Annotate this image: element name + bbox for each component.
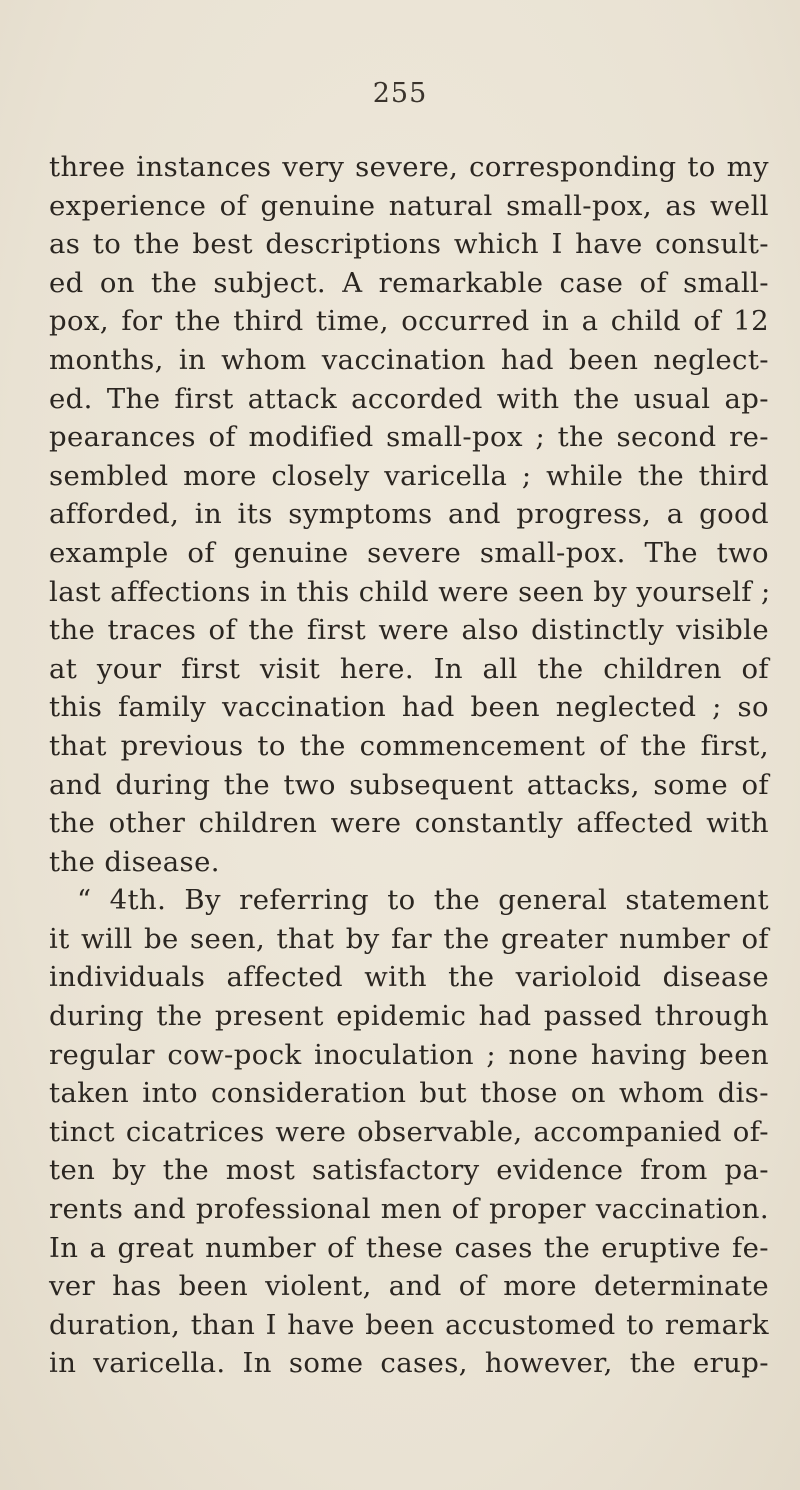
text-line: it will be seen, that by far the greater number of (49, 922, 769, 955)
text-line: ten by the most satisfactory evidence from pa- (49, 1154, 769, 1187)
text-line: the disease. (49, 845, 220, 878)
text-line: experience of genuine natural small-pox, as well (49, 189, 769, 222)
text-line: at your first visit here. In all the children of (49, 652, 769, 685)
text-line: in varicella. In some cases, however, the erup- (49, 1347, 769, 1380)
text-line: afforded, in its symptoms and progress, a good (49, 498, 769, 531)
text-line: three instances very severe, corresponding to my (49, 151, 769, 183)
page-number: 255 (372, 78, 428, 109)
text-line: months, in whom vaccination had been neglect- (49, 343, 769, 376)
text-line: the other children were constantly affected with (49, 807, 769, 840)
text-line: as to the best descriptions which I have consult- (49, 228, 769, 261)
text-line: last affections in this child were seen by yourself ; (49, 575, 771, 608)
text-line: pox, for the third time, occurred in a child of 12 (49, 305, 769, 338)
text-line: sembled more closely varicella ; while the third (49, 459, 769, 492)
text-line: during the present epidemic had passed through (49, 1000, 769, 1033)
text-line: the traces of the first were also distinctly visible (49, 614, 769, 647)
text-line: In a great number of these cases the eruptive fe- (49, 1231, 769, 1264)
text-line: that previous to the commencement of the first, (49, 729, 769, 762)
text-line: duration, than I have been accustomed to remark (49, 1308, 769, 1341)
text-line: ed. The first attack accorded with the usual ap- (49, 382, 769, 415)
text-line: this family vaccination had been neglected ; so (49, 691, 769, 724)
text-line: and during the two subsequent attacks, some of (49, 768, 769, 801)
text-line: tinct cicatrices were observable, accompanied of- (49, 1115, 769, 1148)
text-line: individuals affected with the varioloid disease (49, 961, 769, 994)
text-line: example of genuine severe small-pox. The two (49, 536, 769, 569)
text-line: rents and professional men of proper vaccination. (49, 1193, 769, 1226)
body-text (49, 148, 769, 1383)
text-line: regular cow-pock inoculation ; none having been (49, 1038, 769, 1071)
paragraph-start-line: “ 4th. By referring to the general statement (77, 884, 769, 917)
text-line: taken into consideration but those on whom dis- (49, 1077, 769, 1110)
text-line: ed on the subject. A remarkable case of small- (49, 266, 769, 299)
text-line: pearances of modified small-pox ; the second re- (49, 421, 769, 454)
text-line: ver has been violent, and of more determinate (49, 1270, 769, 1303)
